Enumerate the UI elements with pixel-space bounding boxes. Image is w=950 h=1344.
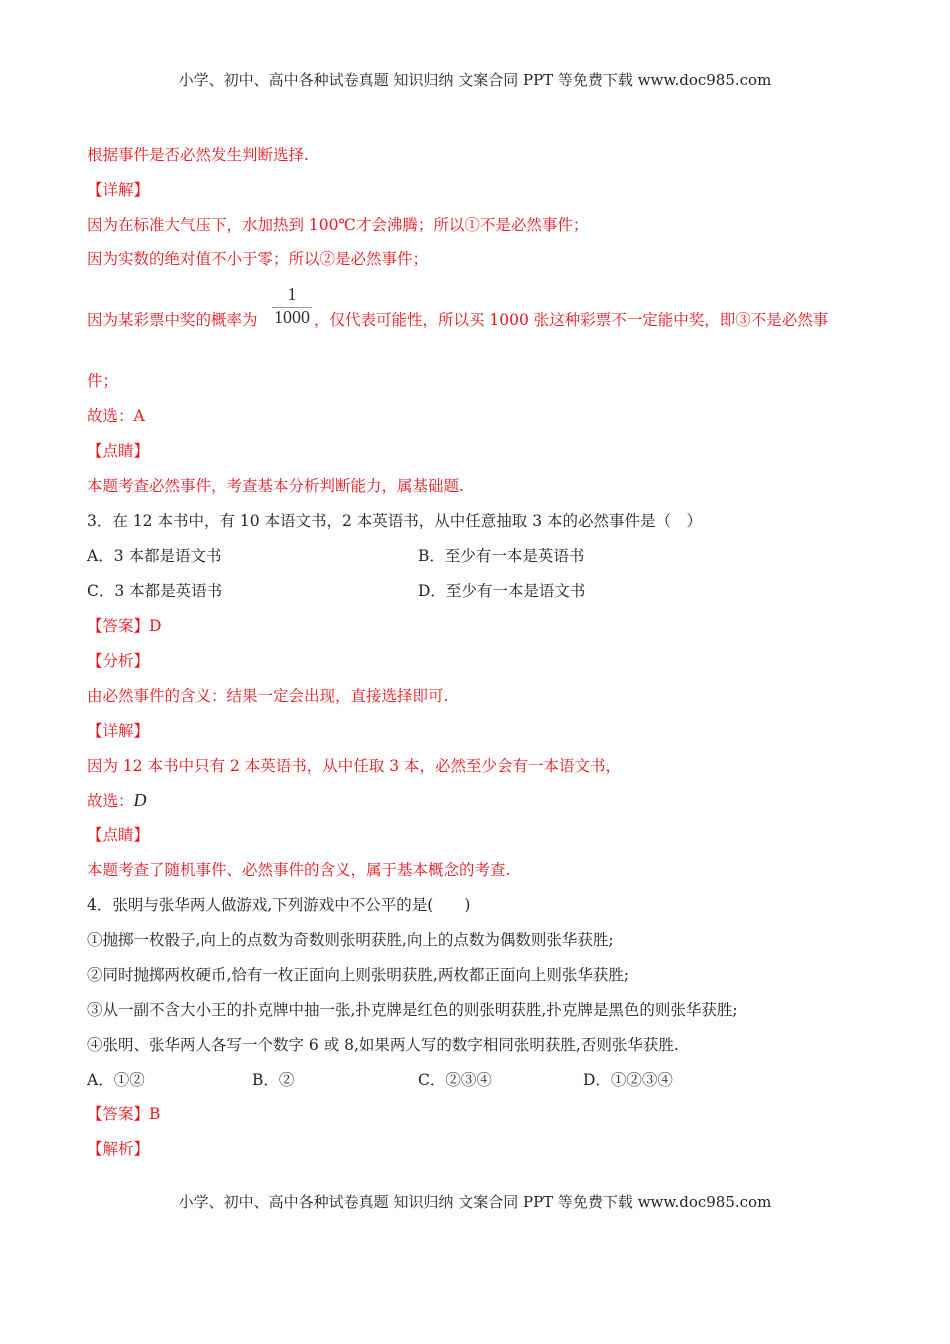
q3-choose (87, 790, 147, 811)
q3-analysis-tag: 【分析】 (87, 652, 150, 670)
fraction (272, 284, 312, 328)
q4-answer: 【答案】B (87, 1105, 161, 1123)
fraction-denominator: 1000 (274, 307, 310, 327)
q4-item-4: ④张明、张华两人各写一个数字 6 或 8,如果两人写的数字相同张明获胜,否则张华获胜. (87, 1036, 679, 1054)
q3-analysis: 由必然事件的含义：结果一定会出现，直接选择即可. (87, 687, 449, 705)
q3-option-a: A．3 本都是语文书 (87, 547, 222, 565)
q2-choose: 故选：A (87, 407, 145, 425)
fraction-numerator: 1 (287, 284, 297, 304)
q3-stem: 3．在 12 本书中，有 10 本语文书，2 本英语书，从中任意抽取 3 本的必然事件是（ ） (87, 512, 703, 530)
q2-detail-1: 因为在标准大气压下，水加热到 100℃才会沸腾；所以①不是必然事件； (87, 216, 589, 234)
q4-item-3: ③从一副不含大小王的扑克牌中抽一张,扑克牌是红色的则张明获胜,扑克牌是黑色的则张华获胜; (87, 1001, 738, 1019)
q2-analysis: 根据事件是否必然发生判断选择. (87, 146, 309, 164)
q4-option-d: D．①②③④ (583, 1071, 673, 1089)
q3-comment: 本题考查了随机事件、必然事件的含义，属于基本概念的考查. (87, 861, 511, 879)
q2-comment: 本题考查必然事件，考查基本分析判断能力，属基础题. (87, 477, 464, 495)
q3-choose-label: 故选： (87, 792, 134, 810)
q2-detail-3-end: 件； (87, 372, 119, 390)
page-header: 小学、初中、高中各种试卷真题 知识归纳 文案合同 PPT 等免费下载 www.doc985.com (178, 71, 772, 89)
q3-option-b: B．至少有一本是英语书 (418, 547, 585, 565)
q4-stem: 4．张明与张华两人做游戏,下列游戏中不公平的是( ) (87, 896, 471, 914)
q3-detail: 因为 12 本书中只有 2 本英语书，从中任取 3 本，必然至少会有一本语文书， (87, 757, 622, 775)
q4-item-2: ②同时抛掷两枚硬币,恰有一枚正面向上则张明获胜,两枚都正面向上则张华获胜; (87, 966, 630, 984)
q4-option-a: A．①② (87, 1071, 145, 1089)
q2-comment-tag: 【点睛】 (87, 442, 150, 460)
page-footer: 小学、初中、高中各种试卷真题 知识归纳 文案合同 PPT 等免费下载 www.doc985.com (178, 1193, 772, 1211)
q4-item-1: ①抛掷一枚骰子,向上的点数为奇数则张明获胜,向上的点数为偶数则张华获胜; (87, 931, 614, 949)
q2-detail-tag: 【详解】 (87, 181, 150, 199)
q3-option-d: D．至少有一本是语文书 (418, 582, 586, 600)
q3-comment-tag: 【点睛】 (87, 826, 150, 844)
q4-option-c: C．②③④ (418, 1071, 492, 1089)
q3-option-c: C．3 本都是英语书 (87, 582, 223, 600)
q4-option-b: B．② (252, 1071, 295, 1089)
q3-answer: 【答案】D (87, 617, 162, 635)
q3-detail-tag: 【详解】 (87, 722, 150, 740)
q4-analysis-tag: 【解析】 (87, 1140, 150, 1158)
q2-detail-3-post: ，仅代表可能性，所以买 1000 张这种彩票不一定能中奖，即③不是必然事 (314, 311, 829, 329)
q3-choose-value: D (133, 790, 147, 810)
q2-detail-2: 因为实数的绝对值不小于零；所以②是必然事件； (87, 250, 429, 268)
q2-detail-3-pre: 因为某彩票中奖的概率为 (87, 311, 258, 329)
